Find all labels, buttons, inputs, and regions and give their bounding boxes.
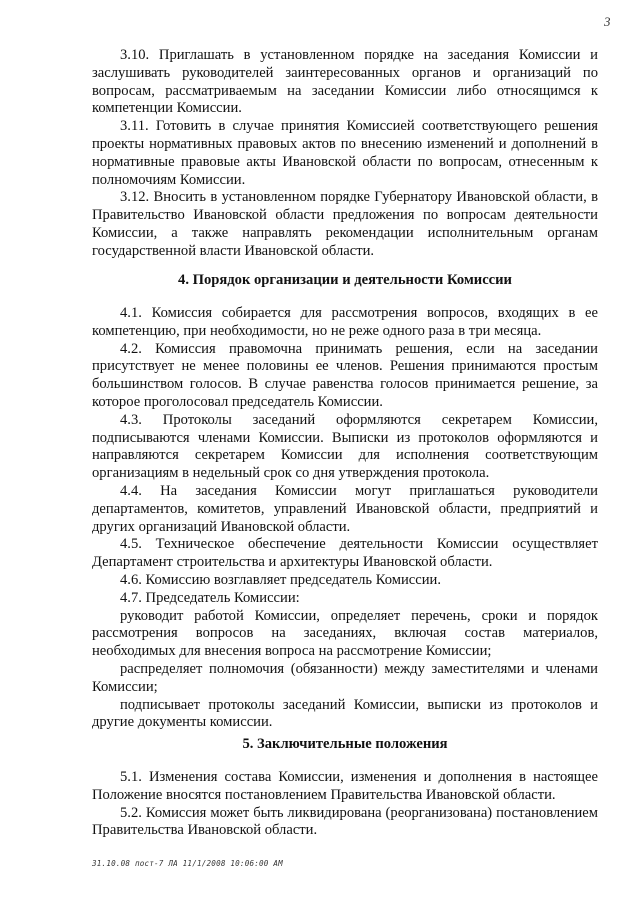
document-footer: 31.10.08 пост-7 ЛА 11/1/2008 10:06:00 AM <box>92 859 283 868</box>
section-5-items <box>92 769 598 840</box>
page-number: 3 <box>604 14 611 29</box>
item-4-5: 4.5. Техническое обеспечение деятельности Комиссии осуществляет Департамент строительства и архитектуры Ивановской области. <box>92 536 598 571</box>
section-5-heading: 5. Заключительные положения <box>242 736 448 752</box>
item-4-1: 4.1. Комиссия собирается для рассмотрения вопросов, входящих в ее компетенцию, при необходимости, но не реже одного раза в три месяца. <box>92 305 598 339</box>
item-3-10: 3.10. Приглашать в установленном порядке на заседания Комиссии и заслушивать руководителей заинтересованных органов и организаций по вопросам, рассматриваемым на заседании Комиссии либо относящимся к компетенции Комиссии. <box>92 47 598 117</box>
section-3-items <box>92 47 598 261</box>
item-3-11: 3.11. Готовить в случае принятия Комиссией соответствующего решения проекты нормативных правовых актов по внесению изменений и дополнений в нормативные правовые акты Ивановской области по вопросам, отнесенным к полномочиям Комиссии. <box>92 118 598 188</box>
section-4-items <box>92 305 598 732</box>
item-4-6: 4.6. Комиссию возглавляет председатель Комиссии. <box>120 571 441 588</box>
item-4-3: 4.3. Протоколы заседаний оформляются секретарем Комиссии, подписываются членами Комиссии. Выписки из протоколов оформляются и направляются секретарем Комиссии для исполнения соответствующим организациям в недельный срок со дня утверждения протокола. <box>92 411 598 482</box>
item-4-2: 4.2. Комиссия правомочна принимать решения, если на заседании присутствует не менее половины ее членов. Решения принимаются простым большинством голосов. В случае равенства голосов принимается решение, за которое проголосовал председатель Комиссии. <box>92 340 598 410</box>
item-4-7-duty-1: руководит работой Комиссии, определяет перечень, сроки и порядок рассмотрения вопросов на заседаниях, включая состав материалов, необходимых для внесения вопроса на рассмотрение Комиссии; <box>92 607 598 660</box>
item-4-4: 4.4. На заседания Комиссии могут приглашаться руководители департаментов, комитетов, управлений Ивановской области, предприятий и других организаций Ивановской области. <box>92 482 598 535</box>
item-4-7: 4.7. Председатель Комиссии: <box>120 589 300 606</box>
item-5-1: 5.1. Изменения состава Комиссии, изменения и дополнения в настоящее Положение вносятся постановлением Правительства Ивановской области. <box>92 769 598 803</box>
item-5-2: 5.2. Комиссия может быть ликвидирована (реорганизована) постановлением Правительства Ивановской области. <box>92 804 598 839</box>
section-4-heading: 4. Порядок организации и деятельности Комиссии <box>178 272 512 288</box>
item-4-7-duty-2: распределяет полномочия (обязанности) между заместителями и членами Комиссии; <box>92 660 598 695</box>
item-4-7-duty-3: подписывает протоколы заседаний Комиссии, выписки из протоколов и другие документы комиссии. <box>92 696 598 731</box>
item-3-12: 3.12. Вносить в установленном порядке Губернатору Ивановской области, в Правительство Ивановской области предложения по вопросам деятельности Комиссии, а также направлять рекомендации исполнительным органам государственной власти Ивановской области. <box>92 189 598 259</box>
